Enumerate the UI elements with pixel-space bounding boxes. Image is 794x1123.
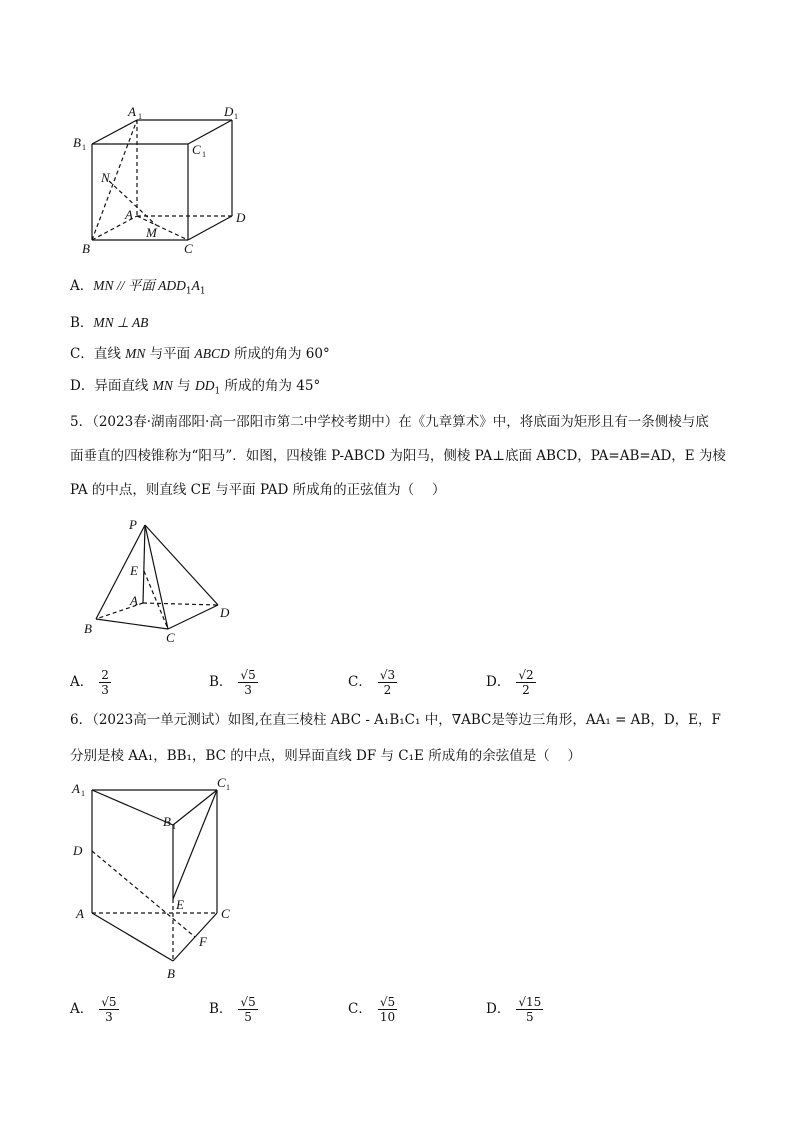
label-b1: B: [73, 135, 81, 150]
edge-ad-hidden: [143, 603, 218, 605]
q4-option-a[interactable]: A．MN // 平面 $ADD_1A_1$: [70, 278, 206, 297]
edge-pd: [145, 525, 218, 605]
label-e: E: [176, 897, 184, 912]
segment-c1e: [173, 790, 217, 899]
svg-text:1: 1: [172, 822, 176, 831]
q5-stem-line2: 面垂直的四棱锥称为“阳马”．如图，四棱锥 P-ABCD 为阳马，侧棱 PA⊥底面 ABCD，PA=AB=AD，E 为棱: [70, 448, 726, 464]
label-c: C: [166, 630, 175, 645]
label-b1: B: [163, 814, 171, 829]
label-f: F: [199, 934, 207, 949]
label-d1: D: [224, 104, 234, 119]
label-b: B: [167, 966, 175, 981]
label-e: E: [130, 563, 138, 578]
label-a1: A: [72, 781, 80, 796]
q5-stem-line3: PA 的中点，则直线 CE 与平面 PAD 所成角的正弦值为（ ）: [70, 482, 446, 498]
edge-cd: [168, 605, 218, 629]
edge-c1d1: [188, 120, 232, 144]
q6-option-a[interactable]: A． $\frac{√5}{3}$: [70, 995, 117, 1024]
svg-text:1: 1: [81, 789, 85, 798]
label-d: D: [220, 605, 230, 620]
label-c: C: [221, 906, 230, 921]
edge-a1b1: [92, 790, 173, 825]
edge-pa: [143, 525, 145, 603]
svg-text:1: 1: [82, 143, 86, 152]
label-a: A: [130, 593, 138, 608]
prism-figure: [65, 775, 255, 985]
label-n: N: [101, 170, 110, 185]
edge-bc: [96, 619, 168, 629]
label-d: D: [236, 210, 246, 225]
label-c: C: [184, 241, 193, 256]
diag-ba1-hidden: [92, 120, 137, 240]
diag-ac-hidden: [137, 216, 188, 240]
label-c1: C: [217, 775, 226, 790]
q4-option-c[interactable]: C．直线 MN 与平面 ABCD 所成的角为 60°: [70, 346, 330, 362]
q5-option-c[interactable]: C． $\frac{√3}{2}$: [348, 668, 396, 697]
svg-text:1: 1: [234, 112, 238, 121]
label-p: P: [129, 517, 137, 532]
cube-figure: [60, 95, 280, 265]
q6-option-c[interactable]: C． $\frac{√5}{10}$: [348, 995, 396, 1024]
svg-text:1: 1: [226, 783, 230, 792]
q4-option-b[interactable]: B．MN ⊥ AB: [70, 315, 149, 331]
q6-stem-line2: 分别是棱 AA₁，BB₁，BC 的中点，则异面直线 DF 与 C₁E 所成角的余弦值是（ ）: [70, 748, 581, 764]
q6-stem-line1: 6．（2023高一单元测试）如图,在直三棱柱 ABC - A₁B₁C₁ 中，∇ABC是等边三角形，AA₁ = AB，D，E，F: [70, 712, 721, 728]
svg-text:1: 1: [202, 150, 206, 159]
pyramid-figure: [80, 515, 250, 645]
q5-stem-line1: 5．（2023春·湖南邵阳·高一邵阳市第二中学校考期中）在《九章算术》中，将底面为矩形且有一条侧棱与底: [70, 414, 709, 430]
q5-option-a[interactable]: A． $\frac{2}{3}$: [70, 668, 109, 697]
svg-text:1: 1: [138, 112, 142, 121]
label-c1: C: [192, 142, 201, 157]
q4-option-d[interactable]: D．异面直线 MN 与 $DD_1$ 所成的角为 45°: [70, 378, 321, 397]
edge-ab: [92, 913, 173, 961]
segment-ce-hidden: [144, 571, 168, 629]
segment-df-hidden: [92, 851, 195, 937]
q6-option-b[interactable]: B． $\frac{√5}{5}$: [209, 995, 256, 1024]
label-d: D: [73, 843, 83, 858]
q5-option-d[interactable]: D． $\frac{√2}{2}$: [486, 668, 534, 697]
label-a1: A: [128, 104, 136, 119]
edge-b1a1: [92, 120, 137, 144]
q6-option-d[interactable]: D． $\frac{√15}{5}$: [486, 995, 542, 1024]
edge-cd: [188, 216, 232, 240]
label-m: M: [146, 225, 157, 240]
label-b: B: [82, 241, 90, 256]
q5-option-b[interactable]: B． $\frac{√5}{3}$: [209, 668, 256, 697]
label-a: A: [76, 906, 84, 921]
label-a: A: [125, 207, 133, 222]
edge-pc: [145, 525, 168, 629]
label-b: B: [84, 621, 92, 636]
